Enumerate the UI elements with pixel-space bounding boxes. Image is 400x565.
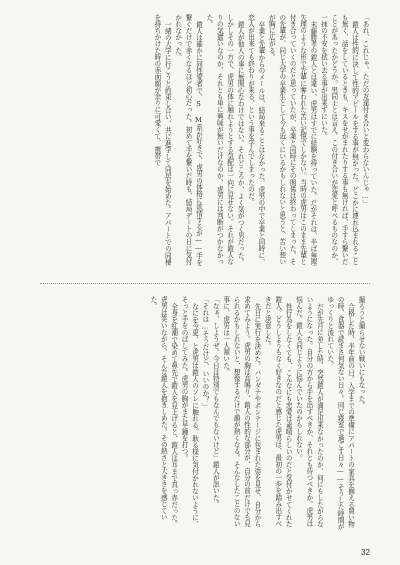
paragraph: 鎧人は確かに同性愛者で、S M系が好きで、虎男の体格に欲情するが――手を繋ぐだけで赤くなるほど初心だった。初めて手を繋いだ時も、結局デートの日に気付かれなかった。: [173, 14, 203, 266]
top-text-block: [48, 14, 370, 268]
dialogue-line: 「なぁ、しようぜ。今日は特別でもなんでもないけど」鎧人が訊いた。: [211, 296, 220, 508]
paragraph: 一緒の大学に行こうと約束し合い、共に進学して同居を始めた。アパートでの同棲を持ちかけた時の赤面顔が余りに可愛くて、携帯で: [152, 14, 172, 265]
paragraph: 先日に実行を決めた。バンダナやボンテージに包まれた姿を見せ、自分から求めてみよう。虎男の胸は高鳴り、鎧人の性的な部分が、自分の前だけでも見られるかもしれないと、想像するだけで顔が熱くなる。そんなしたことのない事に、虎男は一人頷いた。: [221, 296, 261, 527]
column-separator: [40, 283, 370, 284]
dialogue-line: 「それは…そうだけど、いいのか？」: [200, 296, 209, 410]
bottom-text-block: [44, 296, 366, 531]
paragraph: 卒業と先輩からのメールは、結局来ることはなかった。虎男の中で卒業と同時に、恋人が出来ても終わりが来る、という事を学んでしまったのだ。: [246, 14, 265, 265]
paragraph: 末藤勝孝の鎧人とは違い、虎男はすでに経験を持っていた。だがそれは、半ば無理矢理のような形で先輩に奪われた苦い記憶でしかない。当時の虎男はこのまま先輩と付き合っていくのだと思っていたが、卒業と同時にその関係は終わってしまった。その先輩が、同じ大学の卒業生として今も近くにいるかもしれないと思うと、苦い想いが胸に広がる。: [267, 14, 317, 265]
paragraph: 「あれ、これじゃ、ただの友達付き合いと変わらないんじゃ…」: [361, 14, 369, 207]
paragraph: 性行為をしなくても、こんなにも恋愛は素晴らしいのだと気付かせてくれた鎧人。どうしようもなく好きなのだと感じた虎男は、最初の一歩を踏み出すべきだと決意した。: [263, 296, 293, 527]
paragraph: 撮ろうと撮らせない戦いにもなった。: [357, 296, 365, 409]
page-number: 32: [361, 548, 370, 557]
paragraph: だが先月に差した時、突然鎧人が満足出来なかったのか、何にもしたがらないようになった。自分の方から手を出すべきか、それとも待つべきか。虎男は悩んだ。鎧人も同じように悩んでいたのかもしれない。: [294, 296, 324, 527]
paragraph: なにを今更、と虎男は鎧人のソレに触れる。耿る様に気付かれないように、そっと手をのばしてみた。虎男の胸がまた早鐘を打つ。: [180, 296, 199, 527]
paragraph: 全身を紅潮で染めて鼻先で鎧人を見上げると、鎧人は耳まで真っ赤だった。虎男は笑いながら、そんな鎧人を抱きしめた。その熱さと大きさを感じていた。: [148, 296, 178, 527]
paragraph: 合格した時、半年前の日。入学までの準備にアパートの家具を揃える買い物の時、食器で読まさ何気ない日々。同じ寝室で過ごす日々――そうした時間がゆっくりと流れていた。: [325, 296, 355, 530]
paragraph: 鎧人が他人の事に無関心なわけではない。それどころか、よく気がつく男だった。しかしその一方で、虎男の体に触れようとする気配は一向に見せない。それが鎧人なりの気遣いなのか、それとも単に興味が無いだけなのか、虎男には判断がつかなかった。: [204, 14, 245, 265]
paragraph: 鎧人は性的に決して性的アピールをする事が無かった。どこかに連れ込まれることも無く、話をしているときも、キスをせがまれたりする事も無ければ、手すら繋いだことがあったかどうか。男同士とは言え、この付き合いが恋愛と呼べるものなのか、一抹の不安を拭い去る事が出来ずにいた。: [319, 14, 359, 265]
